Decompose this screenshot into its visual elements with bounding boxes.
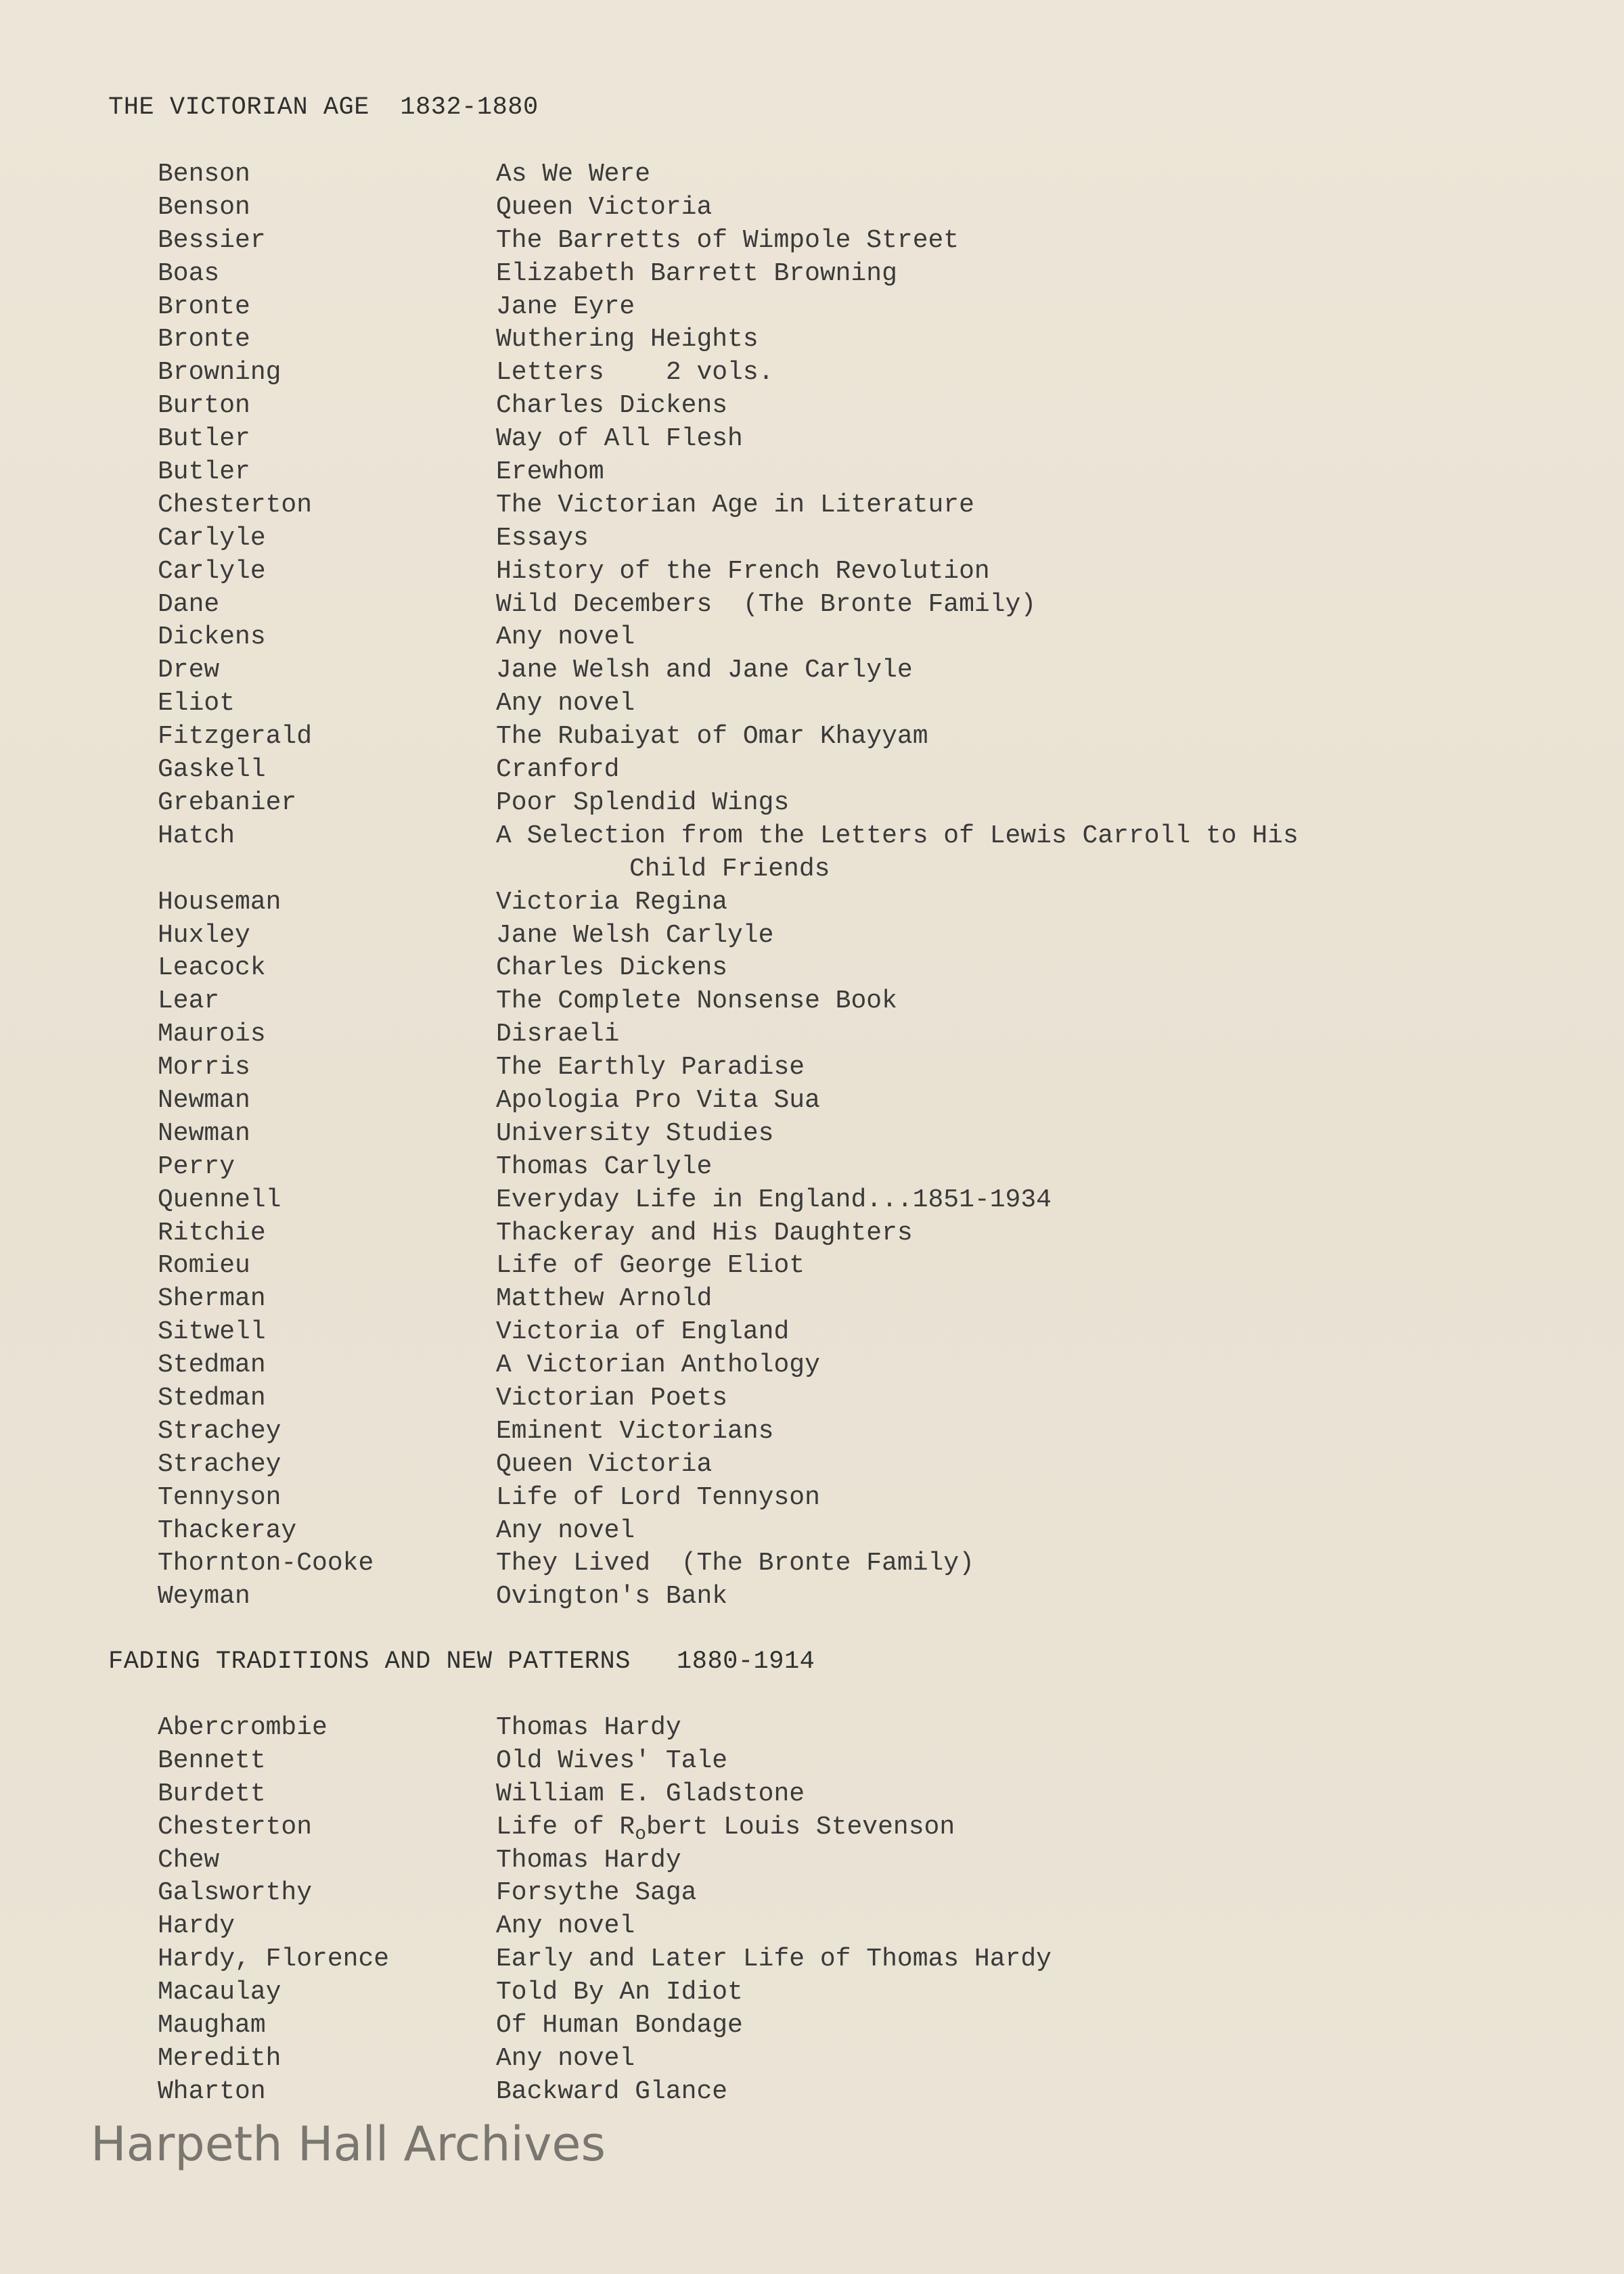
author-name: Stedman xyxy=(158,1350,266,1380)
list-item xyxy=(0,754,1624,787)
list-item xyxy=(0,589,1624,622)
book-title: Ovington's Bank xyxy=(496,1582,728,1612)
list-item xyxy=(0,2076,1624,2109)
book-title: Wild Decembers (The Bronte Family) xyxy=(496,589,1037,619)
list-item xyxy=(0,1943,1624,1976)
list-item xyxy=(0,555,1624,589)
author-name: Strachey xyxy=(158,1416,281,1446)
author-name: Burdett xyxy=(158,1779,266,1809)
list-item xyxy=(0,1316,1624,1349)
book-title-part: Life of R xyxy=(496,1812,635,1842)
book-title: Told By An Idiot xyxy=(496,1978,743,2007)
book-title: Any novel xyxy=(496,622,635,652)
author-name: Weyman xyxy=(158,1582,250,1612)
book-title: The Barretts of Wimpole Street xyxy=(496,225,960,255)
book-title-part: bert Louis Stevenson xyxy=(646,1812,955,1842)
list-item xyxy=(0,952,1624,985)
list-item xyxy=(0,1844,1624,1878)
author-name: Fitzgerald xyxy=(158,722,313,752)
list-item xyxy=(0,158,1624,191)
list-item xyxy=(0,1349,1624,1382)
author-name: Meredith xyxy=(158,2043,281,2073)
author-name: Chew xyxy=(158,1845,220,1875)
author-name: Quennell xyxy=(158,1185,281,1214)
author-name: Abercrombie xyxy=(158,1713,328,1742)
author-name: Ritchie xyxy=(158,1218,266,1248)
book-title: Old Wives' Tale xyxy=(496,1746,728,1775)
book-title: University Studies xyxy=(496,1118,774,1148)
list-item xyxy=(0,1778,1624,1811)
book-title: Jane Welsh Carlyle xyxy=(496,920,774,950)
book-title: Elizabeth Barrett Browning xyxy=(496,258,897,288)
author-name: Chesterton xyxy=(158,490,313,520)
book-title-subscript: o xyxy=(635,1823,647,1845)
book-title: Disraeli xyxy=(496,1020,620,1049)
book-title: Victorian Poets xyxy=(496,1383,728,1413)
list-item xyxy=(0,1184,1624,1217)
author-name: Morris xyxy=(158,1053,250,1083)
list-item xyxy=(0,2043,1624,2076)
author-name: Dickens xyxy=(158,622,266,652)
book-title: The Rubaiyat of Omar Khayyam xyxy=(496,722,928,752)
author-name: Thornton-Cooke xyxy=(158,1549,374,1578)
book-title: Erewhom xyxy=(496,457,604,487)
author-name: Newman xyxy=(158,1118,250,1148)
list-item xyxy=(0,1449,1624,1482)
section-heading-victorian-age: THE VICTORIAN AGE 1832-1880 xyxy=(108,93,539,122)
book-title: Life of Lord Tennyson xyxy=(496,1482,820,1512)
book-title: William E. Gladstone xyxy=(496,1779,805,1809)
book-title: Any novel xyxy=(496,2043,635,2073)
list-item xyxy=(0,1712,1624,1745)
list-item xyxy=(0,291,1624,324)
book-title: Thomas Carlyle xyxy=(496,1152,713,1181)
list-item xyxy=(0,985,1624,1018)
book-title: Matthew Arnold xyxy=(496,1284,713,1314)
author-name: Lear xyxy=(158,986,220,1016)
list-item xyxy=(0,323,1624,357)
book-title: Any novel xyxy=(496,1911,635,1941)
author-name: Gaskell xyxy=(158,755,266,785)
list-item xyxy=(0,886,1624,919)
list-item xyxy=(0,1745,1624,1778)
book-title: Victoria of England xyxy=(496,1317,790,1347)
author-name: Hardy xyxy=(158,1911,235,1941)
book-title: Early and Later Life of Thomas Hardy xyxy=(496,1945,1052,1974)
book-title: Queen Victoria xyxy=(496,192,713,222)
book-title: The Victorian Age in Literature xyxy=(496,490,974,520)
author-name: Stedman xyxy=(158,1383,266,1413)
book-title: Way of All Flesh xyxy=(496,424,743,454)
author-name: Sitwell xyxy=(158,1317,266,1347)
list-item xyxy=(0,2009,1624,2043)
list-item xyxy=(0,919,1624,953)
list-item xyxy=(0,1217,1624,1250)
book-title: Cranford xyxy=(496,755,620,785)
list-item xyxy=(0,1547,1624,1581)
list-item xyxy=(0,522,1624,555)
list-item xyxy=(0,191,1624,225)
book-title: The Complete Nonsense Book xyxy=(496,986,897,1016)
list-item xyxy=(0,1976,1624,2009)
author-name: Eliot xyxy=(158,689,235,719)
book-title: Charles Dickens xyxy=(496,391,728,421)
book-title: Eminent Victorians xyxy=(496,1416,774,1446)
book-title: Thomas Hardy xyxy=(496,1845,681,1875)
book-title: Thackeray and His Daughters xyxy=(496,1218,913,1248)
list-item xyxy=(0,1382,1624,1415)
book-title: Essays xyxy=(496,523,589,553)
author-name: Carlyle xyxy=(158,556,266,586)
list-item xyxy=(0,721,1624,754)
author-name: Carlyle xyxy=(158,523,266,553)
book-title: Backward Glance xyxy=(496,2076,728,2106)
list-item xyxy=(0,1283,1624,1316)
author-name: Leacock xyxy=(158,953,266,983)
book-title: Everyday Life in England...1851-1934 xyxy=(496,1185,1052,1214)
author-name: Butler xyxy=(158,457,250,487)
book-list-fading-traditions xyxy=(0,1712,1624,2109)
list-item xyxy=(0,1910,1624,1943)
list-item xyxy=(0,1018,1624,1051)
author-name: Boas xyxy=(158,258,220,288)
list-item xyxy=(0,1085,1624,1118)
book-title: Queen Victoria xyxy=(496,1449,713,1479)
author-name: Sherman xyxy=(158,1284,266,1314)
author-name: Tennyson xyxy=(158,1482,281,1512)
author-name: Burton xyxy=(158,391,250,421)
author-name: Houseman xyxy=(158,887,281,917)
author-name: Perry xyxy=(158,1152,235,1181)
author-name: Huxley xyxy=(158,920,250,950)
list-item xyxy=(0,820,1624,886)
author-name: Grebanier xyxy=(158,788,297,817)
book-title: Forsythe Saga xyxy=(496,1878,697,1908)
list-item xyxy=(0,654,1624,687)
book-title: Jane Welsh and Jane Carlyle xyxy=(496,656,913,685)
list-item xyxy=(0,787,1624,820)
author-name: Romieu xyxy=(158,1251,250,1281)
book-title-multiline xyxy=(496,820,1443,886)
book-title: A Victorian Anthology xyxy=(496,1350,820,1380)
author-name: Newman xyxy=(158,1085,250,1115)
author-name: Hardy, Florence xyxy=(158,1945,390,1974)
list-item xyxy=(0,456,1624,489)
list-item xyxy=(0,1515,1624,1548)
book-title: Apologia Pro Vita Sua xyxy=(496,1085,820,1115)
book-title: Of Human Bondage xyxy=(496,2011,743,2041)
section-heading-fading-traditions: FADING TRADITIONS AND NEW PATTERNS 1880-1914 xyxy=(108,1647,815,1676)
author-name: Chesterton xyxy=(158,1812,313,1842)
book-title: Any novel xyxy=(496,1516,635,1545)
author-name: Thackeray xyxy=(158,1516,297,1545)
list-item xyxy=(0,390,1624,423)
list-item xyxy=(0,489,1624,522)
book-title-continuation: Child Friends xyxy=(629,854,830,884)
book-title: Wuthering Heights xyxy=(496,325,759,355)
list-item xyxy=(0,423,1624,456)
author-name: Drew xyxy=(158,656,220,685)
list-item xyxy=(0,1811,1624,1844)
author-name: Strachey xyxy=(158,1449,281,1479)
author-name: Maurois xyxy=(158,1020,266,1049)
author-name: Bessier xyxy=(158,225,266,255)
book-title: Charles Dickens xyxy=(496,953,728,983)
author-name: Wharton xyxy=(158,2076,266,2106)
list-item xyxy=(0,687,1624,721)
list-item xyxy=(0,621,1624,654)
list-item xyxy=(0,1415,1624,1449)
author-name: Bennett xyxy=(158,1746,266,1775)
list-item xyxy=(0,1250,1624,1283)
book-title: Victoria Regina xyxy=(496,887,728,917)
book-title: The Earthly Paradise xyxy=(496,1053,805,1083)
book-title: Any novel xyxy=(496,689,635,719)
book-title: History of the French Revolution xyxy=(496,556,990,586)
book-title: As We Were xyxy=(496,160,651,189)
list-item xyxy=(0,225,1624,258)
author-name: Dane xyxy=(158,589,220,619)
book-title: Thomas Hardy xyxy=(496,1713,681,1742)
author-name: Galsworthy xyxy=(158,1878,313,1908)
list-item xyxy=(0,1482,1624,1515)
book-list-victorian-age xyxy=(0,158,1624,1614)
book-title: They Lived (The Bronte Family) xyxy=(496,1549,974,1578)
list-item xyxy=(0,1581,1624,1614)
book-title: Letters 2 vols. xyxy=(496,358,774,388)
author-name: Benson xyxy=(158,192,250,222)
author-name: Bronte xyxy=(158,292,250,321)
author-name: Butler xyxy=(158,424,250,454)
author-name: Hatch xyxy=(158,821,235,850)
author-name: Bronte xyxy=(158,325,250,355)
author-name: Browning xyxy=(158,358,281,388)
list-item xyxy=(0,357,1624,390)
list-item xyxy=(0,258,1624,291)
book-title: Poor Splendid Wings xyxy=(496,788,790,817)
list-item xyxy=(0,1877,1624,1910)
book-title: Life of George Eliot xyxy=(496,1251,805,1281)
list-item xyxy=(0,1051,1624,1085)
list-item xyxy=(0,1118,1624,1151)
book-title: Jane Eyre xyxy=(496,292,635,321)
archive-watermark: Harpeth Hall Archives xyxy=(91,2116,606,2172)
author-name: Macaulay xyxy=(158,1978,281,2007)
author-name: Benson xyxy=(158,160,250,189)
book-title: A Selection from the Letters of Lewis Carroll to His xyxy=(496,821,1299,850)
list-item xyxy=(0,1151,1624,1184)
author-name: Maugham xyxy=(158,2011,266,2041)
